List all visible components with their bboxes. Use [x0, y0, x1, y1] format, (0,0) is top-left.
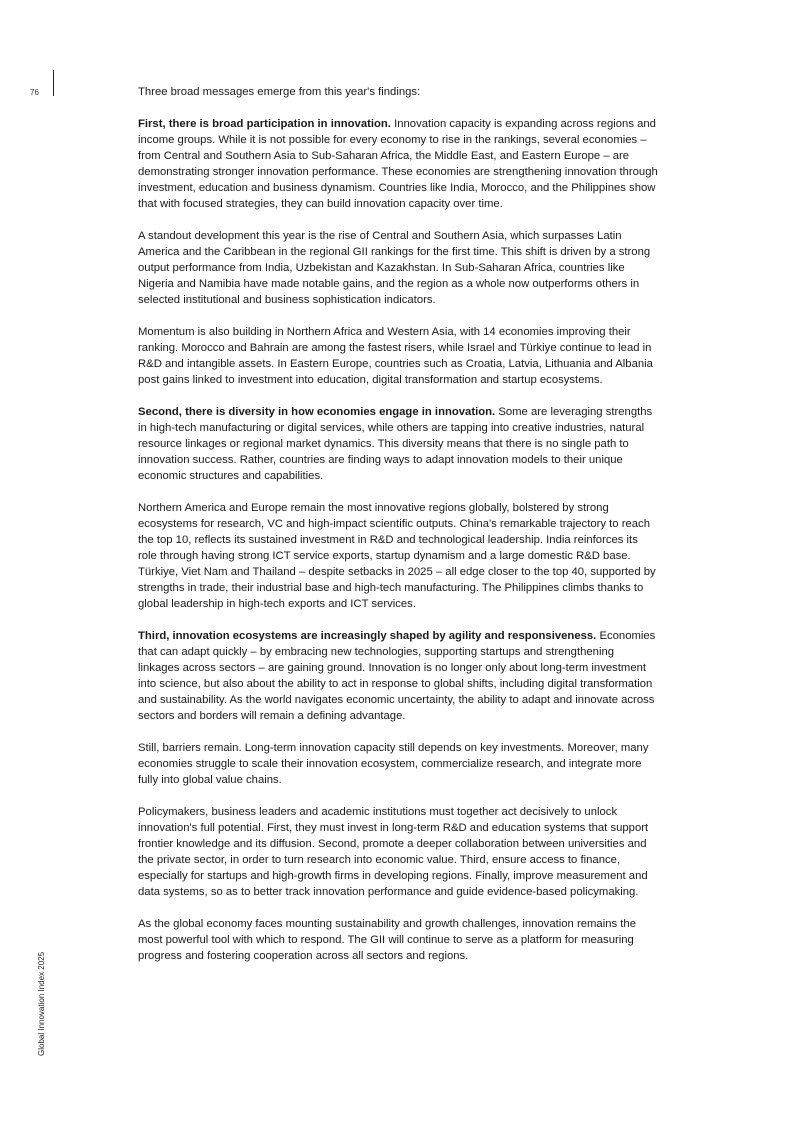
paragraph-text: Innovation capacity is expanding across regions and income groups. While it is not possible for every economy to rise in the rankings, several economies – from Central and Southern Asia to Sub-Saharan Africa, the Middle East, and Eastern Europe – are demonstrating stronger innovation performance. These economies are strengthening innovation through investment, education and business dynamism. Countries like India, Morocco, and the Philippines show that with focused strategies, they can build innovation capacity over time.	[138, 118, 658, 210]
paragraph-barriers	[138, 740, 658, 788]
page-number: 76	[30, 88, 39, 97]
paragraph-first-message	[138, 116, 658, 212]
publication-side-label: Global Innovation Index 2025	[37, 951, 46, 1056]
paragraph-text: Some are leveraging strengths in high-tech manufacturing or digital services, while others are tapping into creative industries, natural resource linkages or regional market dynamics. This diversity means that there is no single path to innovation success. Rather, countries are finding ways to adapt innovation models to their unique economic structures and capabilities.	[138, 406, 653, 482]
paragraph-central-southern-asia	[138, 228, 658, 308]
paragraph-text: Momentum is also building in Northern Africa and Western Asia, with 14 economies improving their ranking. Morocco and Bahrain are among the fastest risers, while Israel and Türkiye continue to lead in R&D and intangible assets. In Eastern Europe, countries such as Croatia, Latvia, Lithuania and Albania post gains linked to investment into education, digital transformation and startup ecosystems.	[138, 326, 653, 386]
paragraph-text: Policymakers, business leaders and academic institutions must together act decisively to unlock innovation's full potential. First, they must invest in long-term R&D and education systems that support frontier knowledge and its diffusion. Second, promote a deeper collaboration between universities and the private sector, in order to turn research into economic value. Third, ensure access to finance, especially for startups and high-growth firms in developing regions. Finally, improve measurement and data systems, so as to better track innovation performance and guide evidence-based policymaking.	[138, 806, 649, 898]
paragraph-third-message	[138, 628, 658, 724]
paragraph-policymakers	[138, 804, 658, 900]
paragraph-text: As the global economy faces mounting sustainability and growth challenges, innovation remains the most powerful tool with which to respond. The GII will continue to serve as a platform for measuring progress and fostering cooperation across all sectors and regions.	[138, 918, 636, 962]
paragraph-text: Economies that can adapt quickly – by embracing new technologies, supporting startups and strengthening linkages across sectors – are gaining ground. Innovation is no longer only about long-term investment into science, but also about the ability to act in response to global shifts, including digital transformation and sustainability. As the world navigates economic uncertainty, the ability to adapt and innovate across sectors and borders will remain a defining advantage.	[138, 630, 656, 722]
paragraph-northern-america-europe	[138, 500, 658, 612]
paragraph-text: Northern America and Europe remain the most innovative regions globally, bolstered by strong ecosystems for research, VC and high-impact scientific outputs. China's remarkable trajectory to reach the top 10, reflects its sustained investment in R&D and technological leadership. India reinforces its role through having strong ICT service exports, startup dynamism and a large domestic R&D base. Türkiye, Viet Nam and Thailand – despite setbacks in 2025 – all edge closer to the top 40, supported by strengths in trade, their industrial base and high-tech manufacturing. The Philippines climbs thanks to global leadership in high-tech exports and ICT services.	[138, 502, 656, 610]
paragraph-momentum	[138, 324, 658, 388]
paragraph-second-message	[138, 404, 658, 484]
paragraph-lead: Second, there is diversity in how economies engage in innovation.	[138, 406, 496, 418]
page-number-divider	[53, 70, 54, 96]
paragraph-lead: First, there is broad participation in innovation.	[138, 118, 391, 130]
body-text	[138, 84, 658, 980]
paragraph-conclusion	[138, 916, 658, 964]
paragraph-lead: Third, innovation ecosystems are increasingly shaped by agility and responsiveness.	[138, 630, 597, 642]
intro-paragraph: Three broad messages emerge from this year's findings:	[138, 86, 421, 98]
paragraph-text: Still, barriers remain. Long-term innovation capacity still depends on key investments. Moreover, many economies struggle to scale their innovation ecosystem, commercialize research, and integrate more fully into global value chains.	[138, 742, 649, 786]
paragraph-text: A standout development this year is the rise of Central and Southern Asia, which surpasses Latin America and the Caribbean in the regional GII rankings for the first time. This shift is driven by a strong output performance from India, Uzbekistan and Kazakhstan. In Sub-Saharan Africa, countries like Nigeria and Namibia have made notable gains, and the region as a whole now outperforms others in selected institutional and business sophistication indicators.	[138, 230, 651, 306]
